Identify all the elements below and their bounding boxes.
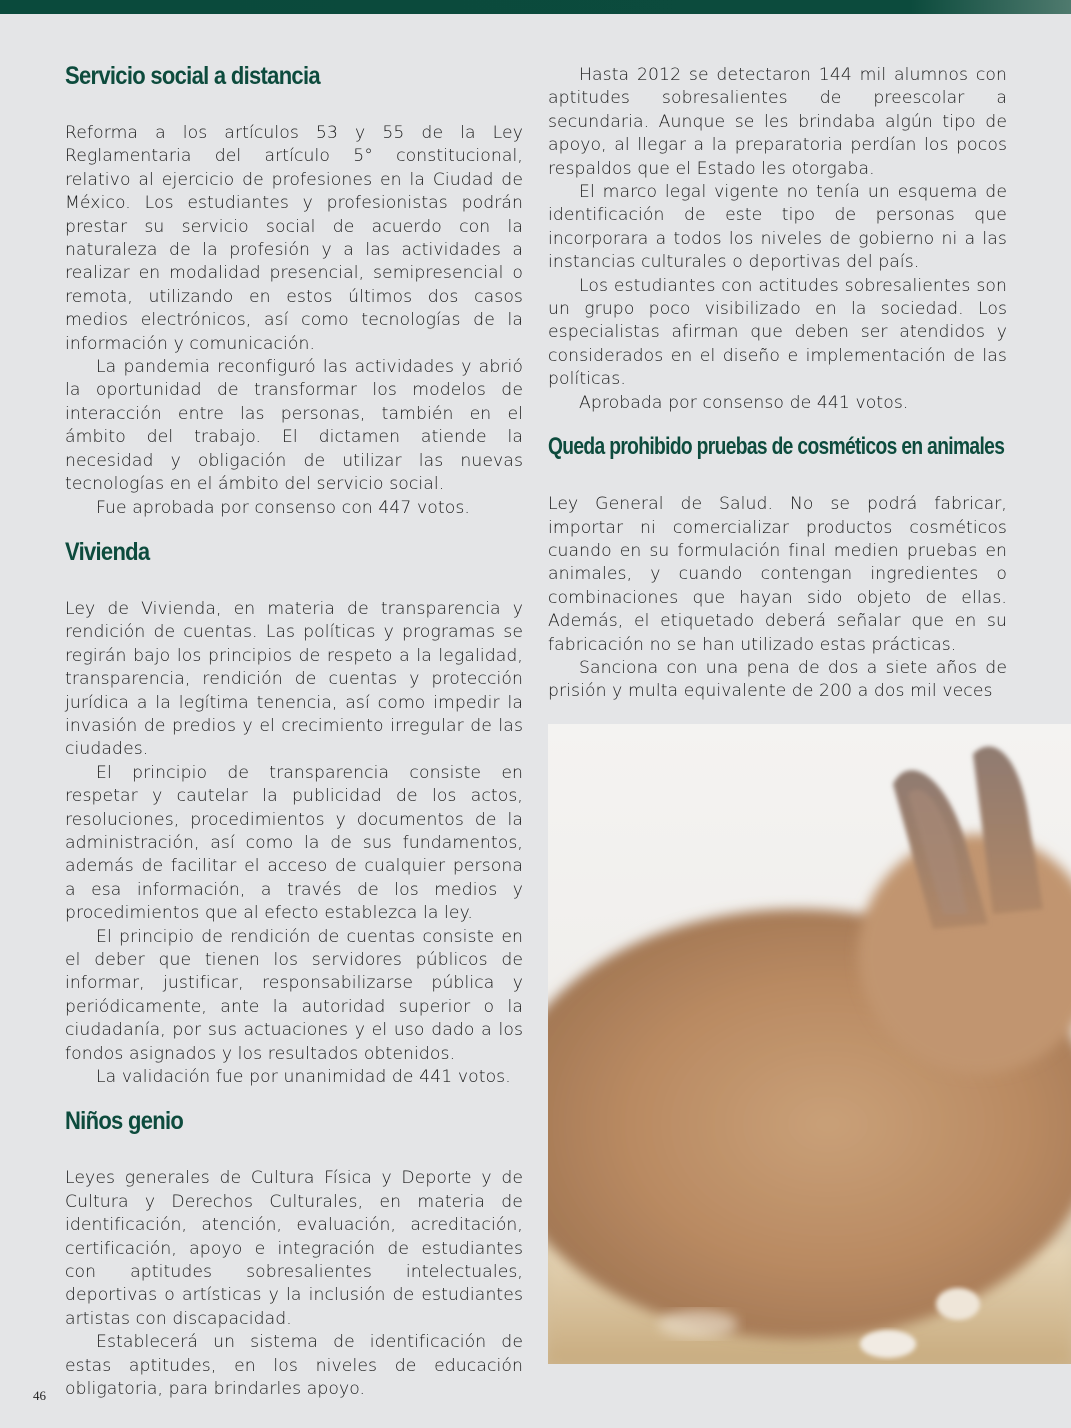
- page-number: 46: [33, 1388, 46, 1403]
- top-color-bar: [0, 0, 1071, 14]
- right-column: [548, 64, 1007, 704]
- paragraph: Sanciona con una pena de dos a siete años de prisión y multa equivalente de 200 a dos mil veces: [548, 657, 1007, 702]
- paragraph: Leyes generales de Cultura Física y Deporte y de Cultura y Derechos Culturales, en materia de identificación, atención, evaluación, acreditación, certificación, apoyo e integración de estudiantes con aptitudes sobresalientes intelectuales, deportivas o artísticas y la inclusión de estudiantes artistas con discapacidad.: [65, 1168, 523, 1329]
- paragraph: Establecerá un sistema de identificación de estas aptitudes, en los niveles de educación obligatoria, para brindarles apoyo.: [65, 1332, 523, 1400]
- paragraph: La pandemia reconfiguró las actividades y abrió la oportunidad de transformar los modelos de interacción entre las personas, también en el ámbito del trabajo. El dictamen atiende la necesidad y obligación de utilizar las nuevas tecnologías en el ámbito del servicio social.: [65, 357, 523, 495]
- paragraph: Aprobada por consenso de 441 votos.: [579, 392, 909, 413]
- paragraph: Reforma a los artículos 53 y 55 de la Ley Reglamentaria del artículo 5° constitucional, relativo al ejercicio de profesiones en la Ciudad de México. Los estudiantes y profesionistas podrán prestar su servicio social de acuerdo con la naturaleza de la profesión y a las actividades a realizar en modalidad presencial, semipresencial o remota, utilizando en estos últimos dos casos medios electrónicos, así como tecnologías de la información y comunicación.: [65, 123, 523, 354]
- paragraph: El principio de transparencia consiste en respetar y cautelar la publicidad de los actos, resoluciones, procedimientos y documentos de la administración, así como la de sus fundamentos, además de facilitar el acceso de cualquier persona a esa información, a través de los medios y procedimientos que al efecto establezca la ley.: [65, 762, 523, 924]
- paragraph: Fue aprobada por consenso con 447 votos.: [96, 497, 470, 518]
- section-title-cosmeticos: Queda prohibido pruebas de cosméticos en animales: [548, 433, 1005, 461]
- paragraph: El principio de rendición de cuentas consiste en el deber que tienen los servidores públicos de informar, justificar, responsabilizarse pública y periódicamente, ante la autoridad superior o la ciudadanía, por sus actuaciones y el uso dado a los fondos asignados y los resultados obtenidos.: [65, 926, 523, 1064]
- paragraph: Ley de Vivienda, en materia de transparencia y rendición de cuentas. Las políticas y programas se regirán bajo los principios de respeto a la legalidad, transparencia, rendición de cuentas y protección jurídica a la legítima tenencia, así como impedir la invasión de predios y el crecimiento irregular de las ciudades.: [65, 598, 523, 760]
- paragraph: Ley General de Salud. No se podrá fabricar, importar ni comercializar productos cosméticos cuando en su formulación final medien pruebas en animales, y cuando contengan ingredientes o combinaciones que hayan sido objeto de ellas. Además, el etiquetado deberá señalar que en su fabricación no se han utilizado estas prácticas.: [548, 494, 1007, 655]
- rabbit-photo: [548, 724, 1071, 1364]
- section-title-vivienda: Vivienda: [65, 537, 150, 566]
- paragraph: El marco legal vigente no tenía un esquema de identificación de este tipo de personas que incorporara a todos los niveles de gobierno ni a las instancias culturales o deportivas del país.: [548, 182, 1007, 273]
- rabbit-illustration: [548, 724, 1071, 1364]
- paragraph: La validación fue por unanimidad de 441 votos.: [96, 1067, 511, 1088]
- section-title-ninos-genio: Niños genio: [65, 1107, 184, 1136]
- paragraph: Hasta 2012 se detectaron 144 mil alumnos con aptitudes sobresalientes de preescolar a secundaria. Aunque se les brindaba algún tipo de apoyo, al llegar a la preparatoria perdían los pocos respaldos que el Estado les otorgaba.: [548, 65, 1007, 179]
- paragraph: Los estudiantes con actitudes sobresalientes son un grupo poco visibilizado en la sociedad. Los especialistas afirman que deben ser atendidos y considerados en el diseño e implementación de las políticas.: [548, 275, 1007, 390]
- section-title-servicio-social: Servicio social a distancia: [65, 62, 320, 90]
- left-column: [65, 56, 523, 1402]
